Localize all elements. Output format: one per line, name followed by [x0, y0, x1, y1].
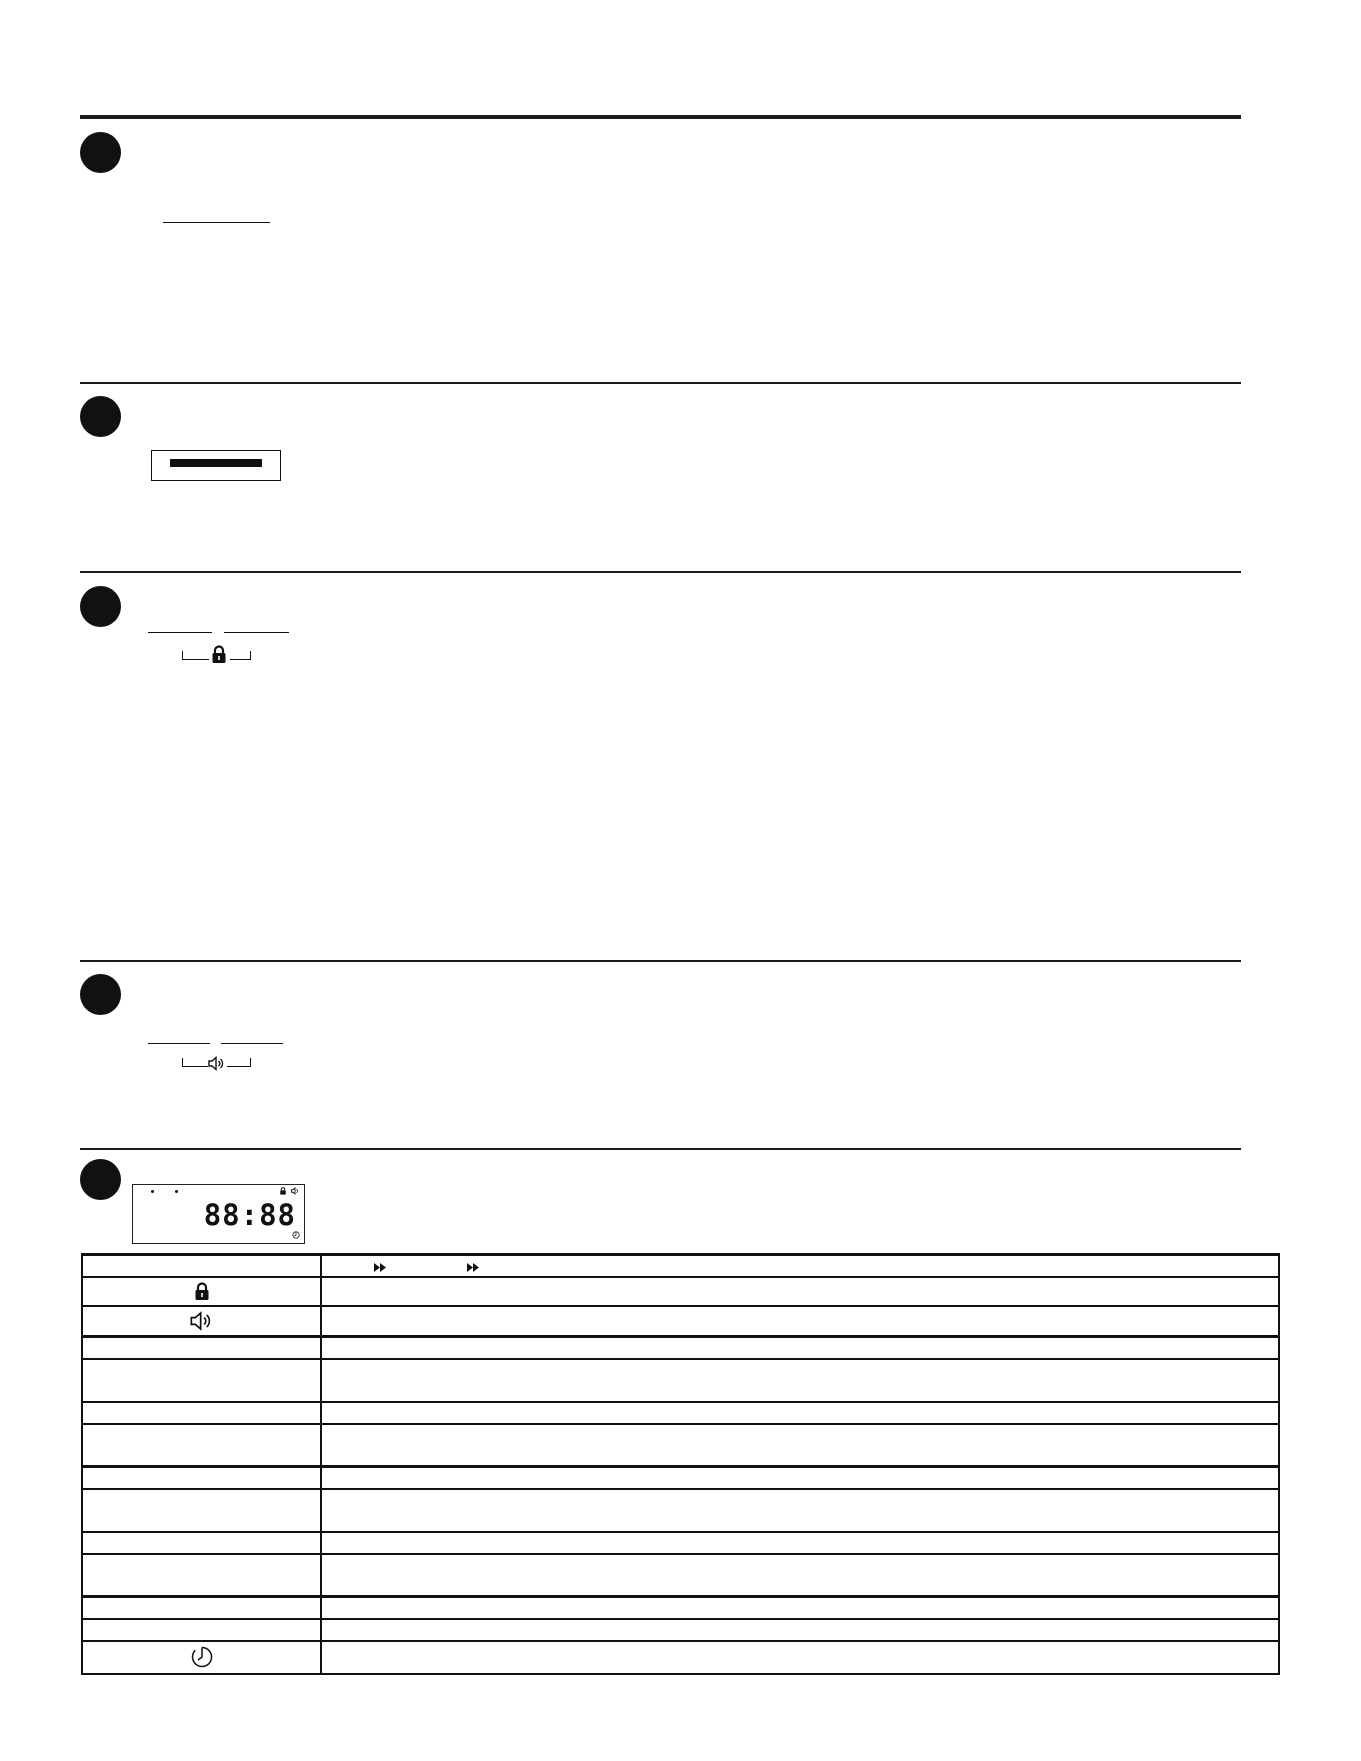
legend-desc-cell: [321, 1402, 1279, 1424]
top-rule: [80, 115, 1241, 119]
table-row: [82, 1337, 1279, 1359]
legend-icon-cell: [82, 1489, 321, 1532]
table-row: [82, 1306, 1279, 1337]
button-a-underline: [148, 632, 212, 633]
legend-icon-cell: [82, 1402, 321, 1424]
legend-icon-cell: [82, 1306, 321, 1337]
legend-desc-cell: [321, 1255, 1279, 1277]
section-3-marker: [80, 586, 121, 627]
padlock-icon: [279, 1187, 287, 1195]
legend-icon-cell: [82, 1597, 321, 1619]
table-row: [82, 1597, 1279, 1619]
legend-desc-cell: [321, 1337, 1279, 1359]
legend-icon-cell: [82, 1619, 321, 1641]
table-row: [82, 1255, 1279, 1277]
sound-bracket-right: [227, 1058, 251, 1067]
section-2-marker: [80, 396, 121, 437]
speaker-icon: [291, 1187, 300, 1195]
display-digits: 88:88: [203, 1198, 296, 1232]
table-row: [82, 1641, 1279, 1674]
display-bar-button[interactable]: [151, 450, 281, 481]
table-row: [82, 1554, 1279, 1597]
padlock-icon: [210, 645, 228, 664]
section-4-marker: [80, 974, 121, 1015]
legend-desc-cell: [321, 1554, 1279, 1597]
legend-icon-cell: [82, 1532, 321, 1554]
table-row: [82, 1424, 1279, 1467]
padlock-icon: [193, 1282, 211, 1301]
table-row: [82, 1489, 1279, 1532]
legend-icon-cell: [82, 1359, 321, 1402]
speaker-icon: [189, 1311, 215, 1331]
legend-icon-cell: [82, 1337, 321, 1359]
fast-forward-icon: [467, 1263, 480, 1272]
section-divider: [80, 1148, 1241, 1150]
legend-desc-cell: [321, 1277, 1279, 1306]
table-row: [82, 1359, 1279, 1402]
display-legend-table: [81, 1253, 1280, 1675]
legend-desc-cell: [321, 1532, 1279, 1554]
legend-desc-cell: [321, 1467, 1279, 1489]
legend-desc-cell: [321, 1306, 1279, 1337]
fast-forward-icon: [374, 1263, 387, 1272]
legend-desc-cell: [321, 1597, 1279, 1619]
lock-bracket-left: [182, 651, 209, 660]
table-row: [82, 1532, 1279, 1554]
button-d-underline: [221, 1043, 283, 1044]
sound-bracket-left: [182, 1058, 208, 1067]
legend-icon-cell: [82, 1554, 321, 1597]
dot-indicator: [151, 1190, 154, 1193]
legend-icon-cell: [82, 1467, 321, 1489]
button-c-underline: [148, 1043, 210, 1044]
section-divider: [80, 960, 1241, 962]
legend-icon-cell: [82, 1641, 321, 1674]
display-bar-fill: [170, 459, 262, 467]
speaker-icon: [208, 1056, 226, 1071]
legend-desc-cell: [321, 1424, 1279, 1467]
timer-icon: [292, 1231, 300, 1239]
legend-icon-cell: [82, 1255, 321, 1277]
button-b-underline: [224, 632, 289, 633]
table-row: [82, 1619, 1279, 1641]
legend-desc-cell: [321, 1359, 1279, 1402]
section-1-marker: [80, 132, 121, 173]
section-divider: [80, 382, 1241, 384]
legend-desc-cell: [321, 1489, 1279, 1532]
blank-underline: [163, 222, 270, 223]
legend-icon-cell: [82, 1424, 321, 1467]
table-row: [82, 1277, 1279, 1306]
legend-desc-cell: [321, 1641, 1279, 1674]
lcd-display: [132, 1184, 305, 1244]
legend-desc-cell: [321, 1619, 1279, 1641]
dot-indicator: [175, 1190, 178, 1193]
legend-icon-cell: [82, 1277, 321, 1306]
timer-icon: [190, 1645, 214, 1669]
table-row: [82, 1467, 1279, 1489]
lock-bracket-right: [230, 651, 251, 660]
section-5-marker: [80, 1159, 121, 1200]
table-row: [82, 1402, 1279, 1424]
section-divider: [80, 571, 1241, 573]
